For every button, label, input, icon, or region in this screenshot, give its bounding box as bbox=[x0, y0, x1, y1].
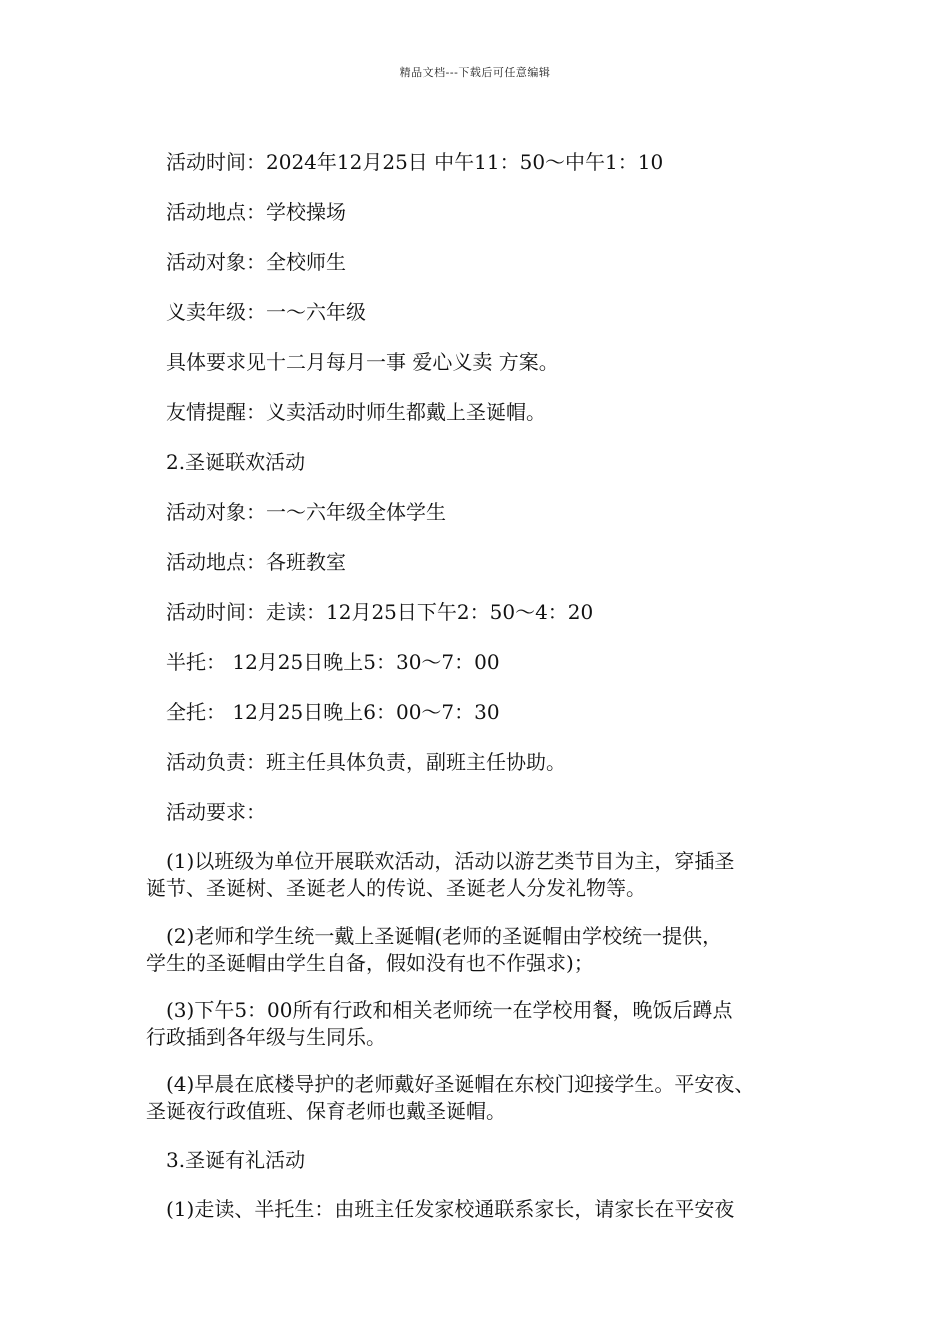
requirement-2-line-2: 学生的圣诞帽由学生自备，假如没有也不作强求)； bbox=[146, 951, 594, 975]
section-3-title: 3.圣诞有礼活动 bbox=[166, 1148, 306, 1172]
requirement-1 bbox=[146, 848, 826, 902]
party-requirements-label: 活动要求： bbox=[166, 800, 266, 824]
requirement-2 bbox=[146, 923, 826, 977]
requirement-1-line-2: 诞节、圣诞树、圣诞老人的传说、圣诞老人分发礼物等。 bbox=[146, 876, 646, 900]
requirement-4 bbox=[146, 1071, 826, 1125]
activity-audience: 活动对象：全校师生 bbox=[166, 250, 346, 274]
party-time-day: 活动时间：走读：12月25日下午2：50～4：20 bbox=[166, 600, 594, 624]
sale-grades: 义卖年级：一～六年级 bbox=[166, 300, 366, 324]
requirement-3-line-2: 行政插到各年级与生同乐。 bbox=[146, 1025, 386, 1049]
friendly-reminder: 友情提醒：义卖活动时师生都戴上圣诞帽。 bbox=[166, 400, 546, 424]
party-time-full: 全托： 12月25日晚上6：00～7：30 bbox=[166, 700, 500, 724]
section-2-title: 2.圣诞联欢活动 bbox=[166, 450, 306, 474]
requirement-3 bbox=[146, 997, 826, 1051]
page-header: 精品文档---下载后可任意编辑 bbox=[399, 66, 551, 79]
party-audience: 活动对象：一～六年级全体学生 bbox=[166, 500, 446, 524]
requirements-ref: 具体要求见十二月每月一事 爱心义卖 方案。 bbox=[166, 350, 559, 374]
requirement-4-line-2: 圣诞夜行政值班、保育老师也戴圣诞帽。 bbox=[146, 1099, 506, 1123]
activity-time: 活动时间：2024年12月25日 中午11：50～中午1：10 bbox=[166, 150, 664, 174]
activity-location: 活动地点：学校操场 bbox=[166, 200, 346, 224]
requirement-2-line-1: (2)老师和学生统一戴上圣诞帽(老师的圣诞帽由学校统一提供， bbox=[166, 924, 723, 948]
requirement-4-line-1: (4)早晨在底楼导护的老师戴好圣诞帽在东校门迎接学生。平安夜、 bbox=[166, 1072, 755, 1096]
requirement-1-line-1: (1)以班级为单位开展联欢活动，活动以游艺类节目为主，穿插圣 bbox=[166, 849, 735, 873]
party-responsible: 活动负责：班主任具体负责，副班主任协助。 bbox=[166, 750, 566, 774]
party-location: 活动地点：各班教室 bbox=[166, 550, 346, 574]
section-3-item-1: (1)走读、半托生：由班主任发家校通联系家长，请家长在平安夜 bbox=[166, 1197, 735, 1221]
party-time-half: 半托： 12月25日晚上5：30～7：00 bbox=[166, 650, 500, 674]
requirement-3-line-1: (3)下午5：00所有行政和相关老师统一在学校用餐，晚饭后蹲点 bbox=[166, 998, 733, 1022]
